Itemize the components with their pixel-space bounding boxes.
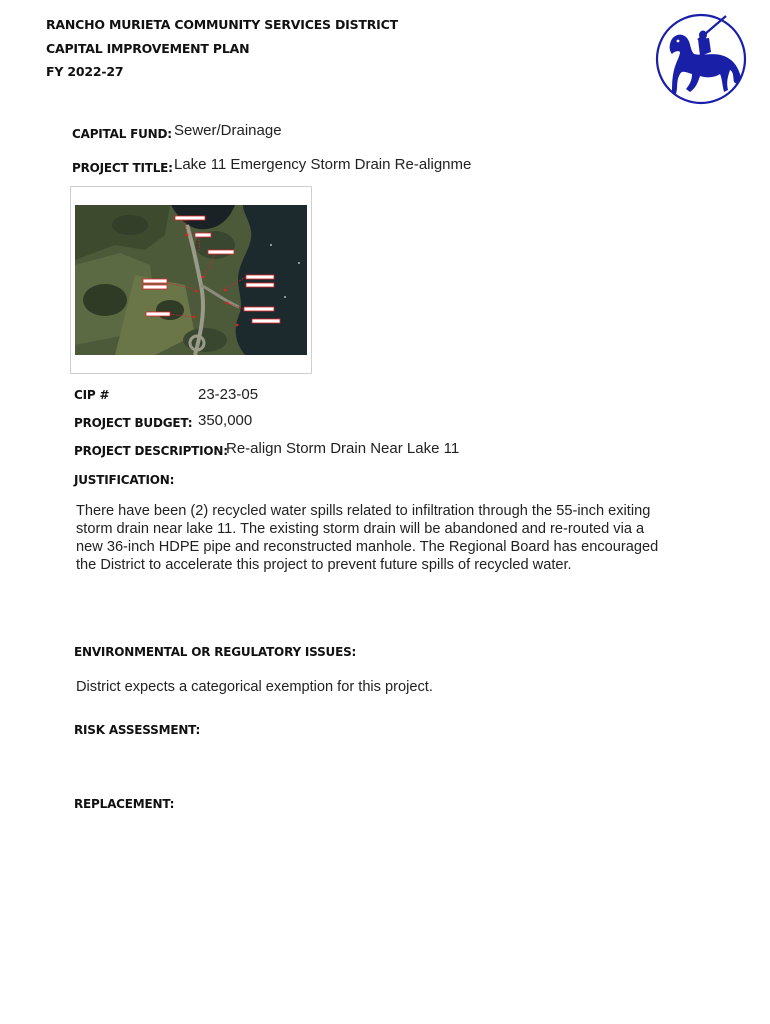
description-value: Re-align Storm Drain Near Lake 11 [226, 440, 460, 457]
cip-value: 23-23-05 [198, 386, 259, 403]
environmental-label: ENVIRONMENTAL OR REGULATORY ISSUES: [74, 645, 357, 659]
plan-title: CAPITAL IMPROVEMENT PLAN [46, 41, 250, 56]
capital-fund-value: Sewer/Drainage [174, 122, 282, 139]
aerial-site-photo-icon [75, 205, 307, 355]
justification-line: There have been (2) recycled water spills related to infiltration through the 55-inch exiting [76, 503, 651, 519]
risk-assessment-label: RISK ASSESSMENT: [74, 723, 201, 737]
justification-line: new 36-inch HDPE pipe and reconstructed manhole. The Regional Board has encouraged [76, 539, 659, 555]
description-label: PROJECT DESCRIPTION: [74, 444, 228, 458]
justification-label: JUSTIFICATION: [74, 473, 175, 487]
budget-label: PROJECT BUDGET: [74, 416, 193, 430]
cip-label: CIP # [74, 388, 110, 402]
justification-line: storm drain near lake 11. The existing storm drain will be abandoned and re-routed via a [76, 521, 645, 537]
project-title-value: Lake 11 Emergency Storm Drain Re-alignme [174, 156, 472, 173]
capital-fund-label: CAPITAL FUND: [72, 127, 172, 141]
replacement-label: REPLACEMENT: [74, 797, 175, 811]
fiscal-year: FY 2022-27 [46, 64, 124, 79]
project-title-label: PROJECT TITLE: [72, 161, 173, 175]
org-name: RANCHO MURIETA COMMUNITY SERVICES DISTRICT [46, 17, 398, 32]
justification-line: the District to accelerate this project to prevent future spills of recycled water. [76, 557, 572, 573]
environmental-text: District expects a categorical exemption for this project. [76, 679, 433, 695]
justification-text [76, 502, 706, 574]
aerial-photo-frame [70, 186, 312, 374]
horse-rider-logo-icon [654, 12, 748, 106]
budget-value: 350,000 [198, 412, 253, 429]
